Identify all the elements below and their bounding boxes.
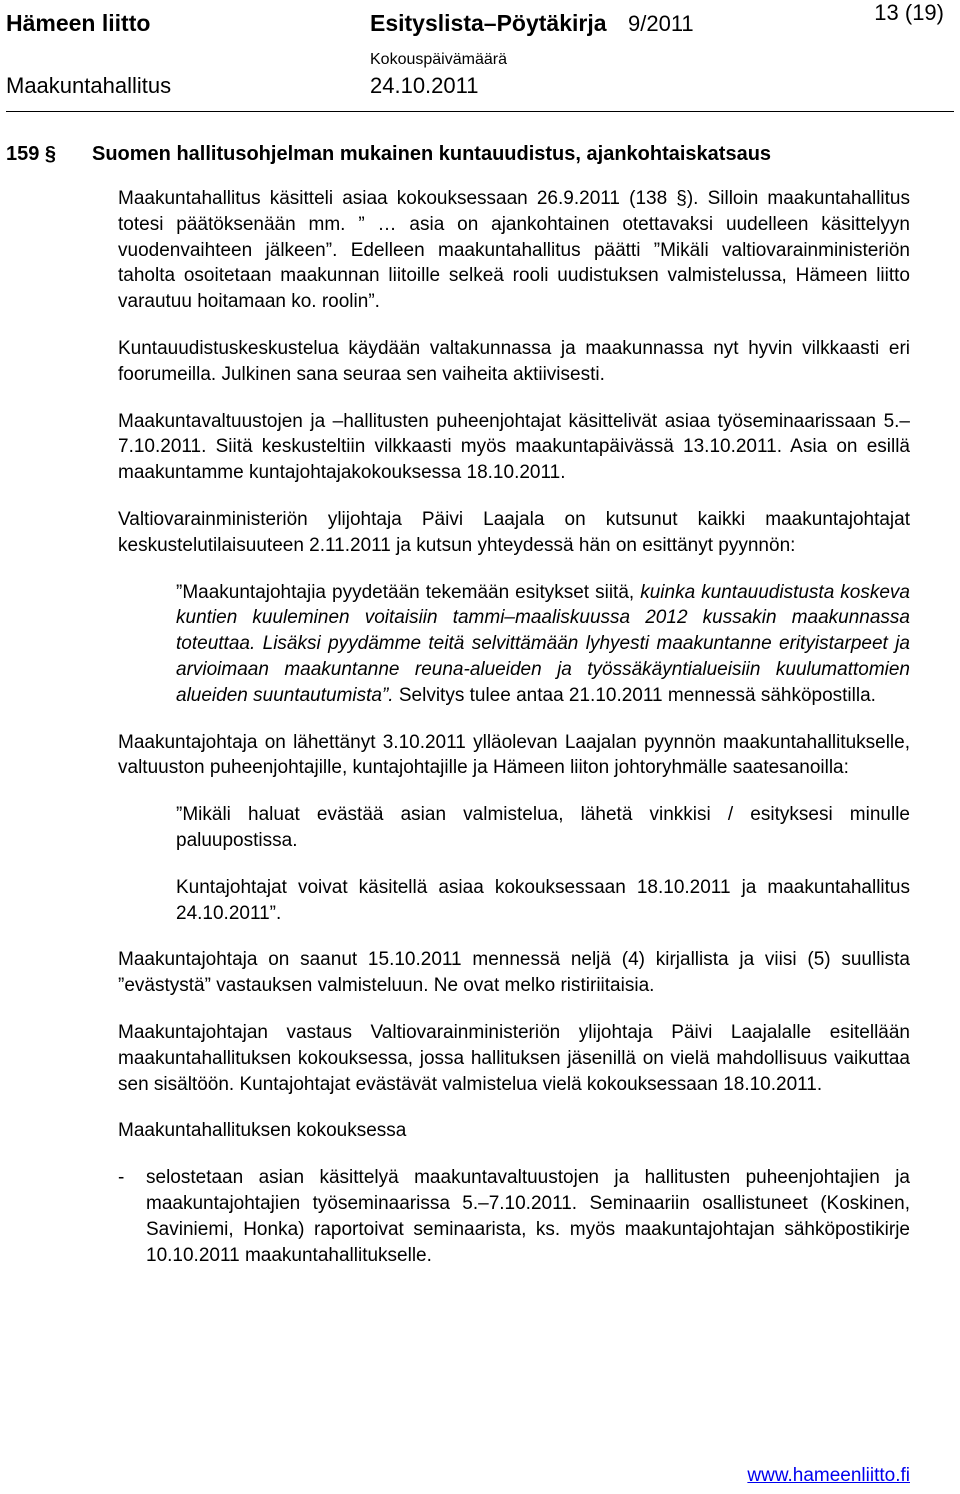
quote-paragraph	[176, 580, 910, 709]
header-dept: Maakuntahallitus	[6, 73, 172, 98]
quote-text: ”Maakuntajohtajia pyydetään tekemään esitykset siitä,	[176, 581, 641, 603]
header-org: Hämeen liitto	[6, 10, 151, 36]
paragraph: Maakuntajohtajan vastaus Valtiovarainministeriön ylijohtaja Päivi Laajalalle esitellään maakuntahallituksen kokouksessa, jossa hallituksen jäsenillä on vielä mahdollisuus vaikuttaa sen sisältöön. Kuntajohtajat evästävät valmistelua vielä kokouksessaan 18.10.2011.	[118, 1021, 910, 1095]
footer-link[interactable]: www.hameenliitto.fi	[747, 1465, 910, 1486]
paragraph: Maakuntajohtaja on lähettänyt 3.10.2011 ylläolevan Laajalan pyynnön maakuntahallitukselle, valtuuston puheenjohtajille, kuntajohtajille ja Hämeen liiton johtoryhmälle saatesanoilla:	[118, 731, 910, 779]
paragraph: Valtiovarainministeriön ylijohtaja Päivi Laajala on kutsunut kaikki maakuntajohtajat keskustelutilaisuuteen 2.11.2011 ja kutsun yhteydessä hän on esittänyt pyynnön:	[118, 508, 910, 556]
paragraph: Kuntauudistuskeskustelua käydään valtakunnassa ja maakunnassa nyt hyvin vilkkaasti eri foorumeilla. Julkinen sana seuraa sen vaiheita aktiivisesti.	[118, 337, 910, 385]
dash-bullet: -	[118, 1167, 125, 1189]
paragraph: Maakuntahallitus käsitteli asiaa kokouksessaan 26.9.2011 (138 §). Silloin maakuntahallitus totesi päätöksenään mm. ” … asia on ajankohtainen otettavaksi uudelleen käsittelyyn vuodenvaihteen jälkeen”. Edelleen maakuntahallitus päätti ”Mikäli valtiovarainministeriön taholta osoitetaan maakunnan liitoille selkeä rooli uudistuksen valmistelussa, Hämeen liitto varautuu hoitamaan ko. roolin”.	[118, 188, 910, 313]
paragraph: Maakuntahallituksen kokouksessa	[118, 1120, 407, 1142]
list-item-text: selostetaan asian käsittelyä maakuntavaltuustojen ja hallitusten puheenjohtajien ja maakuntajohtajien työseminaarissa 5.–7.10.2011. Seminaariin osallistuneet (Koskinen, Saviniemi, Honka) raportoivat seminaarista, ks. myös maakuntajohtajan sähköpostikirje 10.10.2011 maakuntahallitukselle.	[146, 1167, 910, 1266]
page-number: 13 (19)	[874, 0, 944, 25]
document-body	[118, 186, 910, 1268]
section-number: 159 §	[6, 143, 57, 165]
quote-italic-text: kuinka kuntauudistusta koskeva kuntien kuuleminen voitaisiin tammi–maaliskuussa 2012 kussakin maakunnassa toteuttaa. Lisäksi pyydämme teitä selvittämään lyhyesti maakuntanne erityistarpeet ja arvioimaan maakuntanne reuna-alueiden ja työssäkäyntialueisiin kuulumattomien alueiden suuntautumista”.	[176, 581, 910, 706]
header-date: 24.10.2011	[370, 73, 479, 98]
header-date-label: Kokouspäivämäärä	[370, 51, 507, 68]
quote-paragraph: Kuntajohtajat voivat käsitellä asiaa kokouksessaan 18.10.2011 ja maakuntahallitus 24.10.2011”.	[176, 876, 910, 924]
paragraph: Maakuntajohtaja on saanut 15.10.2011 mennessä neljä (4) kirjallista ja viisi (5) suullista ”evästystä” vastauksen valmisteluun. Ne ovat melko ristiriitaisia.	[118, 949, 910, 997]
header-doc-number: 9/2011	[628, 11, 694, 36]
paragraph: Maakuntavaltuustojen ja –hallitusten puheenjohtajat käsittelivät asiaa työseminaarissaan 5.–7.10.2011. Siitä keskusteltiin vilkkaasti myös maakuntapäivässä 13.10.2011. Asia on esillä maakuntamme kuntajohtajakokouksessa 18.10.2011.	[118, 410, 910, 484]
header-rule	[6, 111, 954, 112]
dash-list-item	[118, 1165, 910, 1268]
quote-paragraph: ”Mikäli haluat evästää asian valmistelua, lähetä vinkkisi / esityksesi minulle paluupostissa.	[176, 804, 910, 851]
section-title: Suomen hallitusohjelman mukainen kuntauudistus, ajankohtaiskatsaus	[92, 143, 772, 165]
header-doc-type: Esityslista–Pöytäkirja	[370, 10, 607, 36]
quote-text: Selvitys tulee antaa 21.10.2011 mennessä sähköpostilla.	[393, 684, 876, 706]
